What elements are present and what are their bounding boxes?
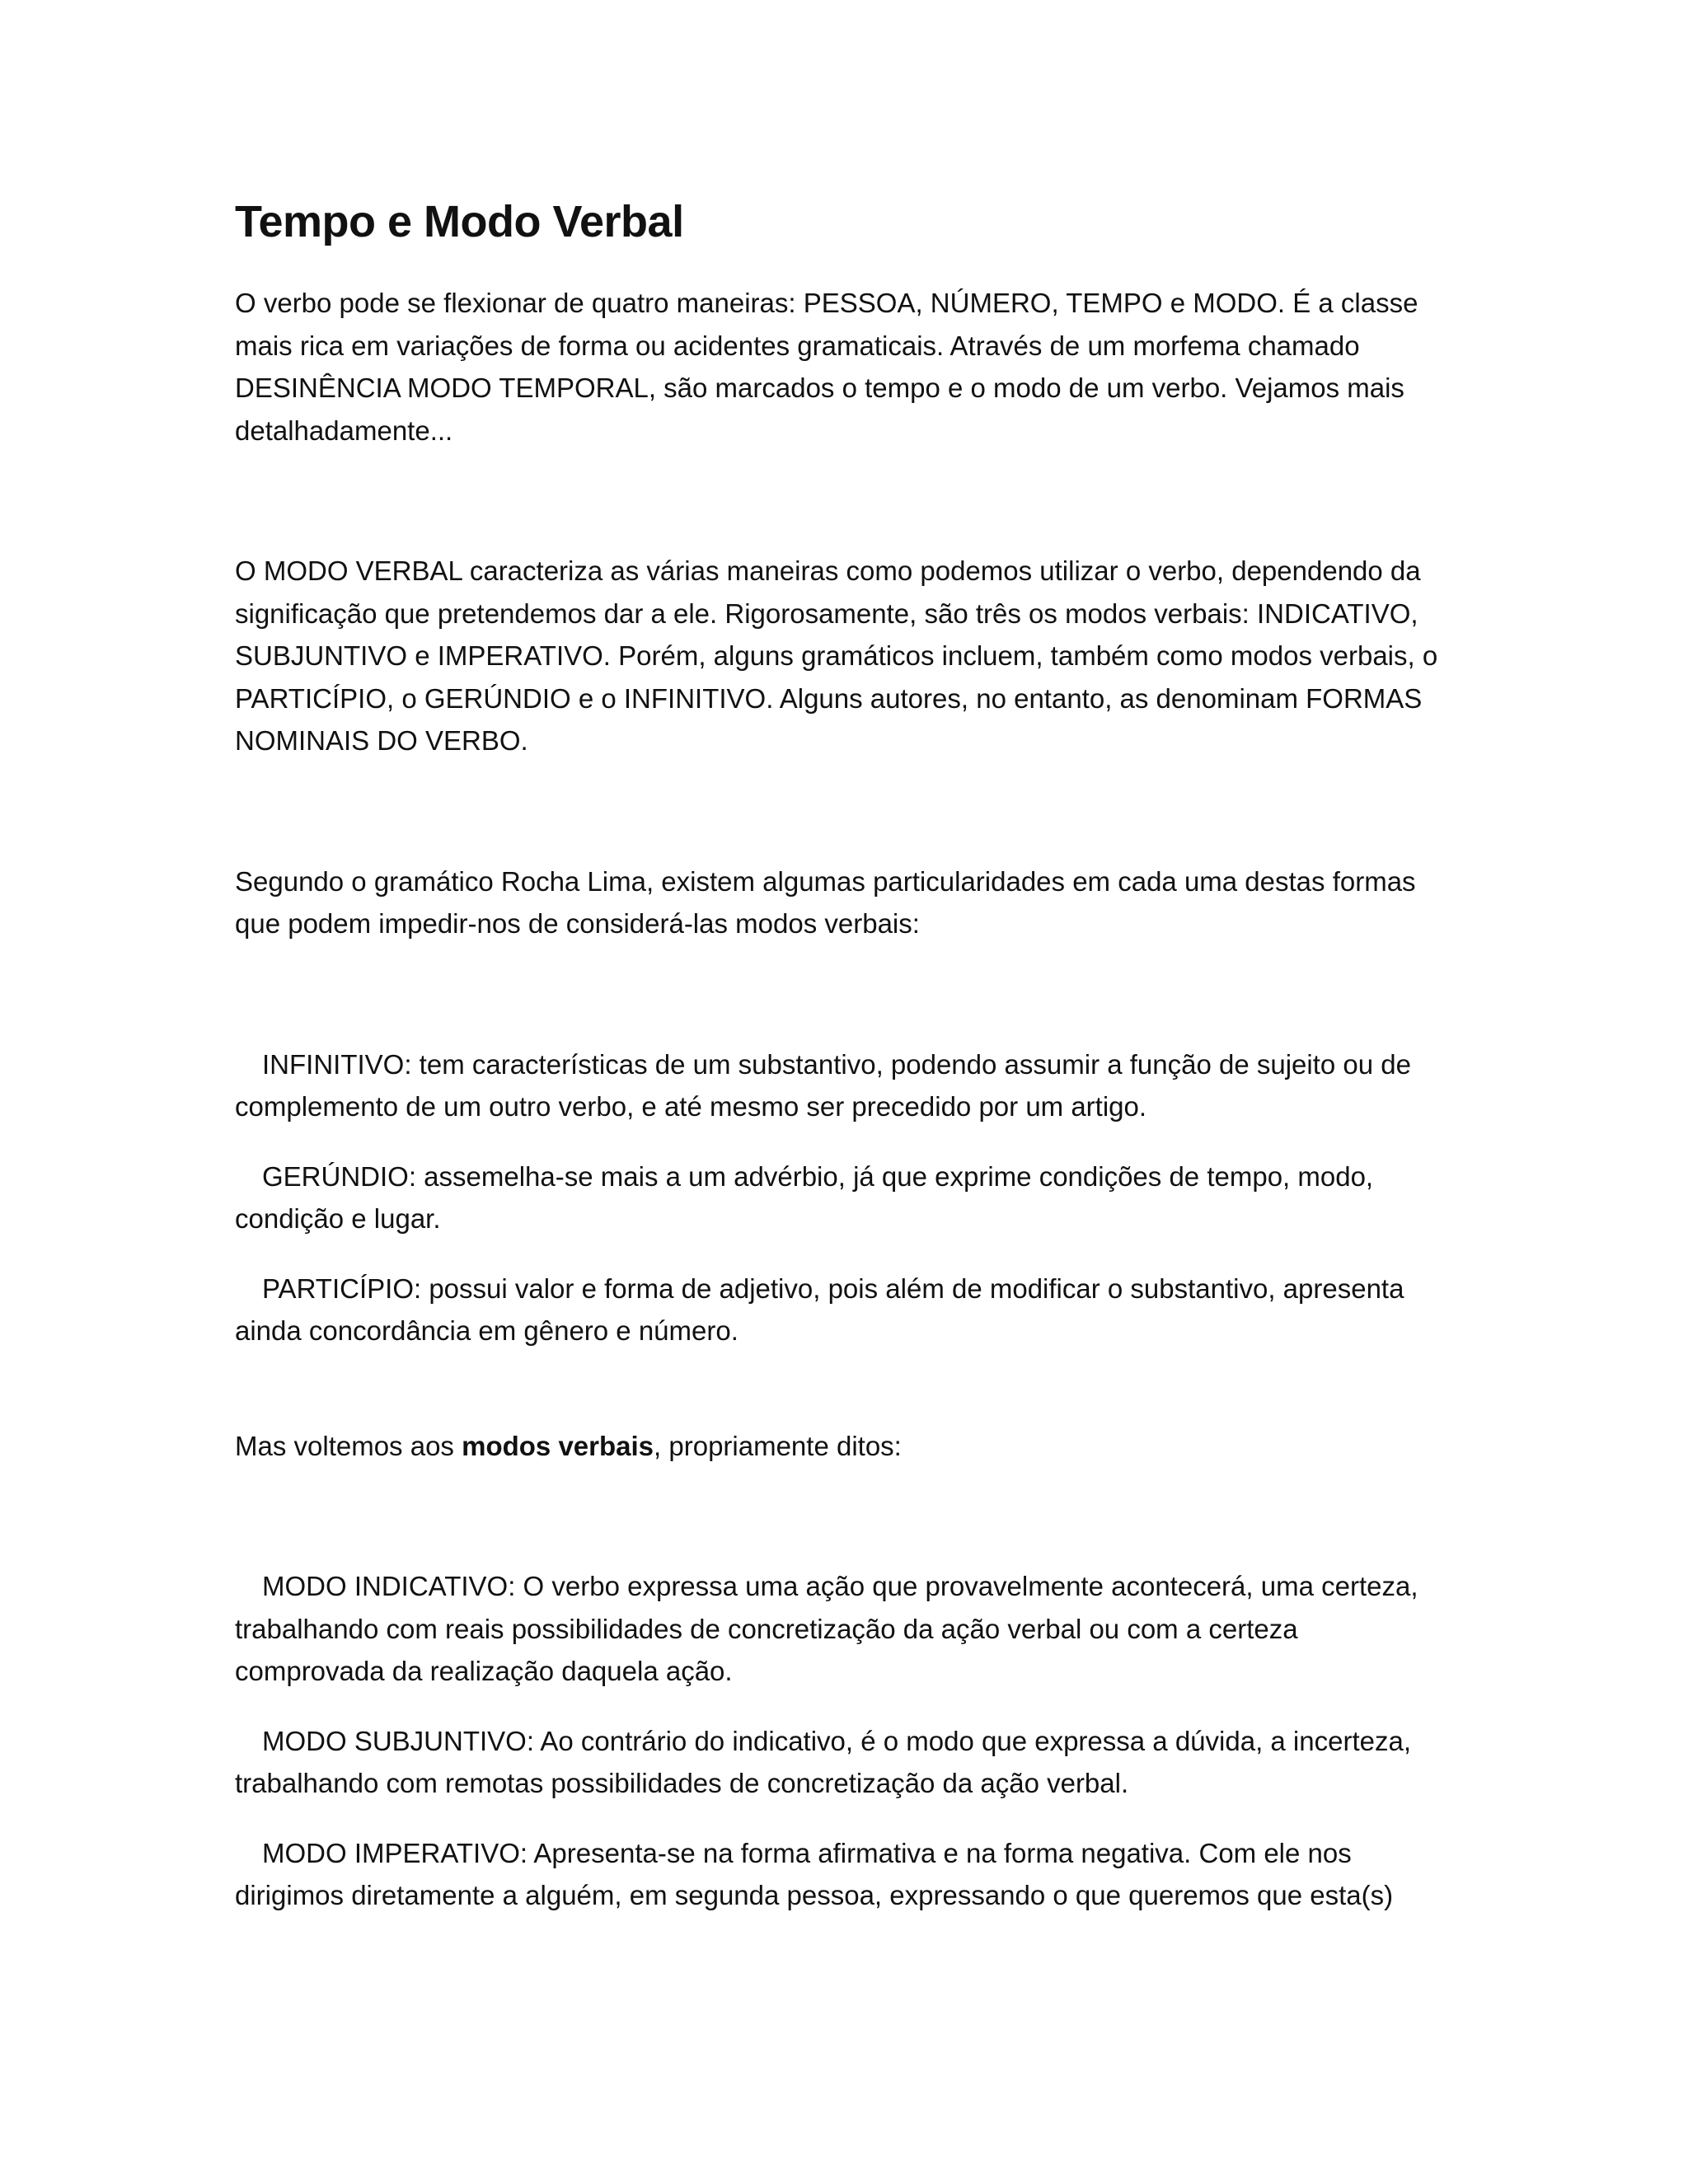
paragraph-infinitivo: INFINITIVO: tem características de um substantivo, podendo assumir a função de sujeito ou de complemento de um outro verbo, e até mesmo ser precedido por um artigo. [235, 1048, 1412, 1122]
paragraph-intro: O verbo pode se flexionar de quatro maneiras: PESSOA, NÚMERO, TEMPO e MODO. É a classe mais rica em variações de forma ou acidentes gramaticais. Através de um morfema chamado DESINÊNCIA MODO TEMPORAL, são marcados o tempo e o modo de um verbo. Vejamos mais detalhadamente... [235, 288, 1418, 446]
paragraph-voltemos [235, 1425, 1447, 1468]
paragraph-gerundio: GERÚNDIO: assemelha-se mais a um advérbio, já que exprime condições de tempo, modo, condição e lugar. [235, 1160, 1374, 1235]
document-body [235, 196, 1447, 1917]
voltemos-text-after: , propriamente ditos: [654, 1430, 902, 1461]
voltemos-bold-term: modos verbais [462, 1430, 654, 1461]
paragraph-modo-subjuntivo: MODO SUBJUNTIVO: Ao contrário do indicativo, é o modo que expressa a dúvida, a incerteza, trabalhando com remotas possibilidades de concretização da ação verbal. [235, 1725, 1411, 1799]
paragraph-rocha-lima: Segundo o gramático Rocha Lima, existem algumas particularidades em cada uma destas formas que podem impedir-nos de considerá-las modos verbais: [235, 865, 1416, 940]
page-title: Tempo e Modo Verbal [235, 197, 684, 246]
paragraph-modo-verbal: O MODO VERBAL caracteriza as várias maneiras como podemos utilizar o verbo, dependendo da significação que pretendemos dar a ele. Rigorosamente, são três os modos verbais: INDICATIVO, SUBJUNTIVO e IMPERATIVO. Porém, alguns gramáticos incluem, também como modos verbais, o PARTICÍPIO, o GERÚNDIO e o INFINITIVO. Alguns autores, no entanto, as denominam FORMAS NOMINAIS DO VERBO. [235, 555, 1438, 757]
paragraph-participio: PARTICÍPIO: possui valor e forma de adjetivo, pois além de modificar o substantivo, apresenta ainda concordância em gênero e número. [235, 1272, 1404, 1347]
paragraph-modo-indicativo: MODO INDICATIVO: O verbo expressa uma ação que provavelmente acontecerá, uma certeza, trabalhando com reais possibilidades de concretização da ação verbal ou com a certeza comprovada da realização daquela ação. [235, 1571, 1418, 1687]
paragraph-modo-imperativo: MODO IMPERATIVO: Apresenta-se na forma afirmativa e na forma negativa. Com ele nos dirigimos diretamente a alguém, em segunda pessoa, expressando o que queremos que esta(s) [235, 1837, 1394, 1911]
voltemos-text-before: Mas voltemos aos [235, 1430, 462, 1461]
